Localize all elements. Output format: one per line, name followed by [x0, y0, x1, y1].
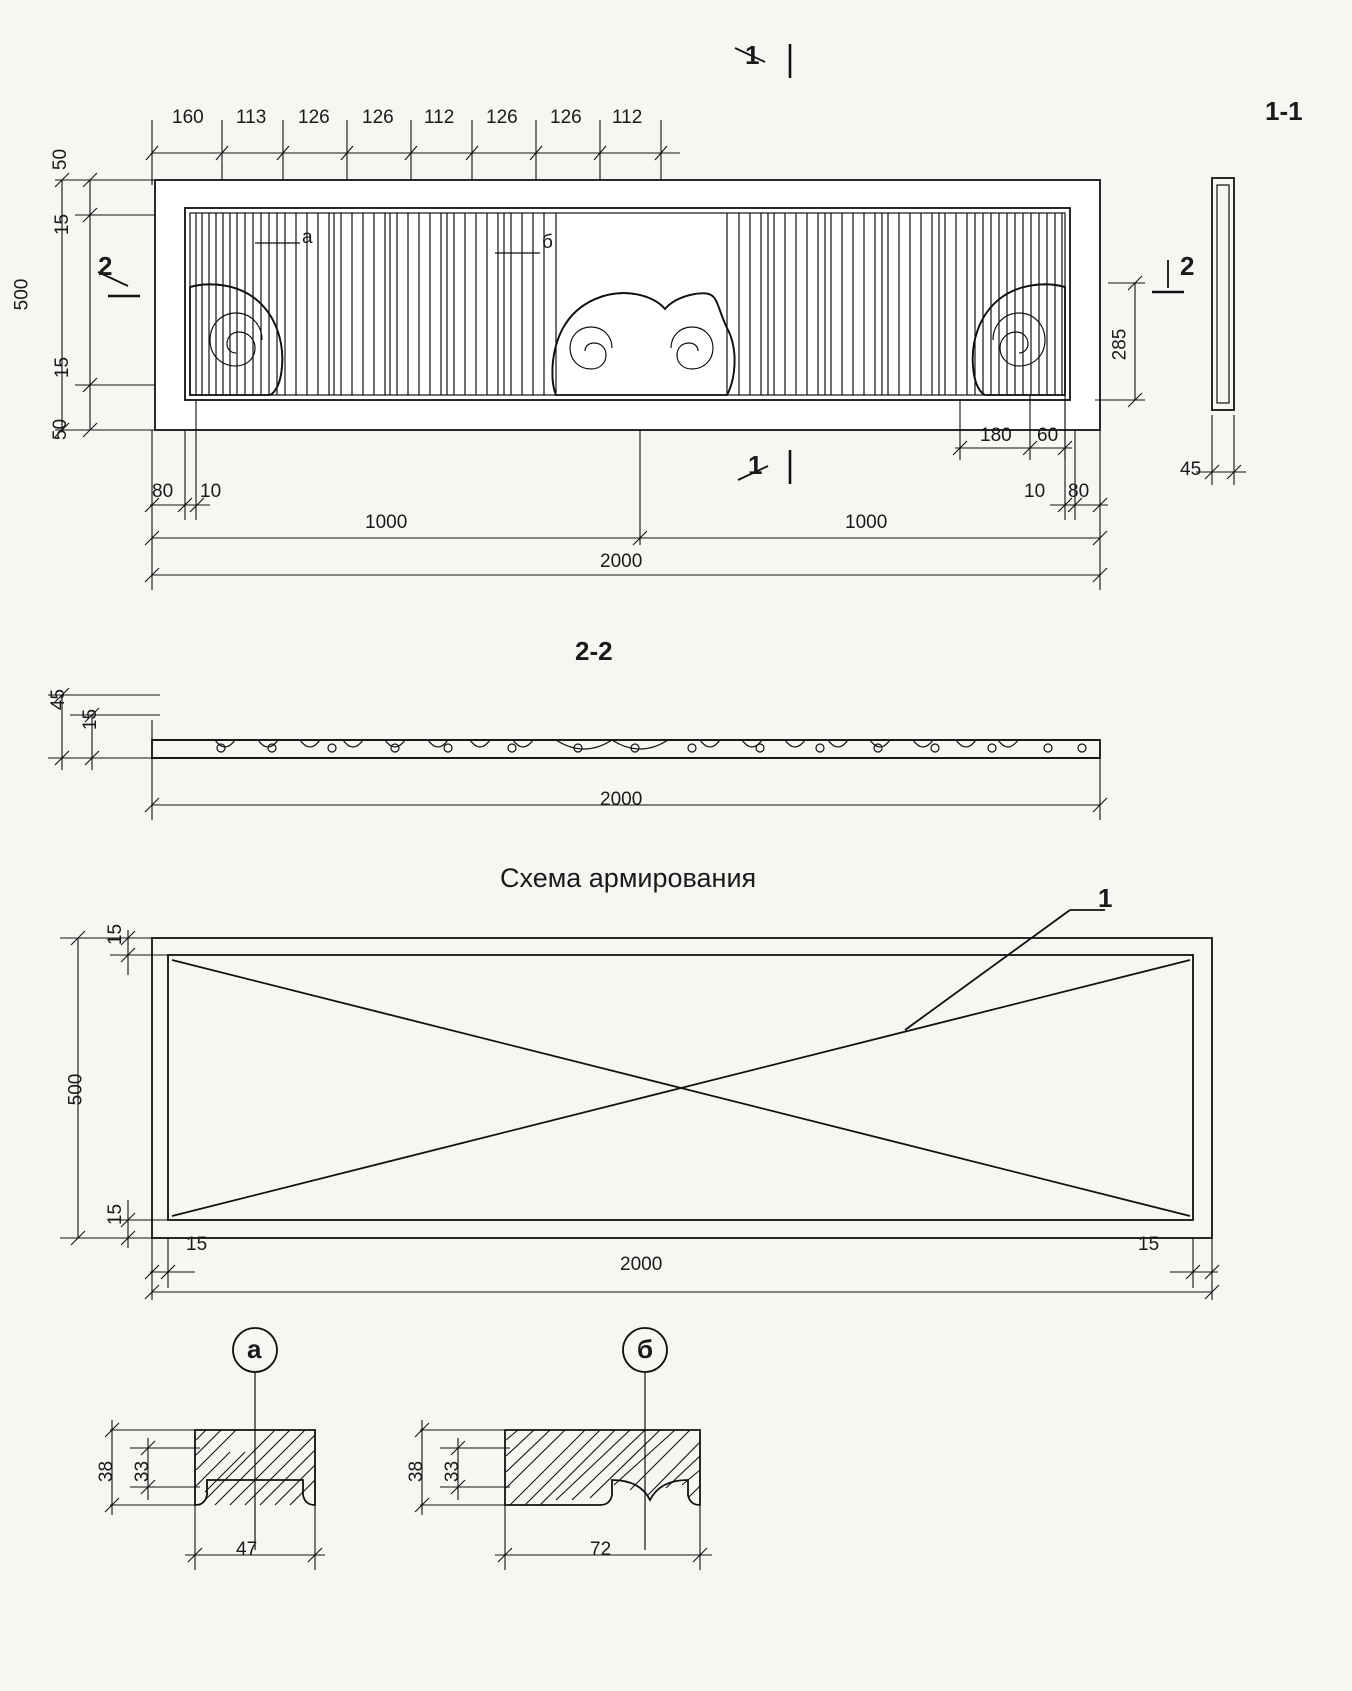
plan-dim-285: 285 — [1109, 328, 1131, 361]
plan-dim-112-2: 112 — [612, 107, 643, 128]
plan-view-graphics — [0, 0, 1352, 650]
detail-a-dim-38: 38 — [96, 1460, 118, 1483]
plan-dim-10-right: 10 — [1024, 481, 1046, 502]
section-2-2-dim-2000: 2000 — [600, 789, 643, 810]
callout-b-label: б — [542, 232, 553, 253]
reinforcement-title: Схема армирования — [500, 863, 757, 893]
plan-dim-15-top: 15 — [52, 213, 74, 236]
detail-b-dim-38: 38 — [406, 1460, 428, 1483]
section-2-2-dim-15: 15 — [80, 708, 102, 731]
reinf-dim-15-top: 15 — [105, 923, 127, 946]
plan-dim-1000-left: 1000 — [365, 512, 408, 533]
section-title-1-1: 1-1 — [1265, 96, 1303, 126]
section-1-1-dim-45: 45 — [1180, 459, 1202, 480]
detail-b-dim-33: 33 — [442, 1460, 464, 1483]
section-2-2-dim-45: 45 — [48, 688, 70, 711]
plan-dim-2000: 2000 — [600, 551, 643, 572]
reinforcement-graphics — [0, 900, 1352, 1320]
plan-dim-500: 500 — [11, 278, 33, 311]
reinf-dim-15-bottom: 15 — [105, 1203, 127, 1226]
detail-b-callout: б — [637, 1334, 654, 1364]
plan-dim-126-2: 126 — [362, 107, 394, 128]
section-mark-2-right: 2 — [1180, 251, 1195, 281]
plan-dim-15-bottom: 15 — [52, 356, 74, 379]
reinf-dim-15-left: 15 — [186, 1234, 208, 1255]
reinf-dim-15-right: 15 — [1138, 1234, 1160, 1255]
section-2-2-graphics — [0, 660, 1352, 860]
reinf-dim-2000: 2000 — [620, 1254, 663, 1275]
detail-a-dim-33: 33 — [132, 1460, 154, 1483]
plan-dim-1000-right: 1000 — [845, 512, 888, 533]
reinf-dim-500: 500 — [65, 1073, 87, 1106]
plan-dim-126-1: 126 — [298, 107, 330, 128]
plan-dim-160: 160 — [172, 107, 204, 128]
section-mark-1-bottom: 1 — [748, 450, 763, 480]
plan-dim-50-top: 50 — [50, 148, 72, 171]
plan-dim-112-1: 112 — [424, 107, 455, 128]
plan-dim-126-3: 126 — [486, 107, 518, 128]
callout-a-label: а — [302, 227, 313, 248]
section-title-2-2: 2-2 — [575, 636, 613, 666]
plan-dim-80-left: 80 — [152, 481, 174, 502]
plan-dim-50-bottom: 50 — [50, 418, 72, 441]
plan-dim-80-right: 80 — [1068, 481, 1090, 502]
plan-dim-113: 113 — [236, 107, 267, 128]
detail-b-dim-72: 72 — [590, 1539, 612, 1560]
plan-dim-180: 180 — [980, 425, 1012, 446]
plan-dim-126-4: 126 — [550, 107, 582, 128]
details-graphics — [0, 1320, 1352, 1640]
plan-dim-60: 60 — [1037, 425, 1059, 446]
rebar-position-1: 1 — [1098, 883, 1113, 913]
plan-dim-10-left: 10 — [200, 481, 222, 502]
section-mark-2-left: 2 — [98, 251, 113, 281]
section-mark-1-top: 1 — [745, 40, 760, 70]
detail-a-dim-47: 47 — [236, 1539, 258, 1560]
detail-a-callout: а — [247, 1334, 262, 1364]
